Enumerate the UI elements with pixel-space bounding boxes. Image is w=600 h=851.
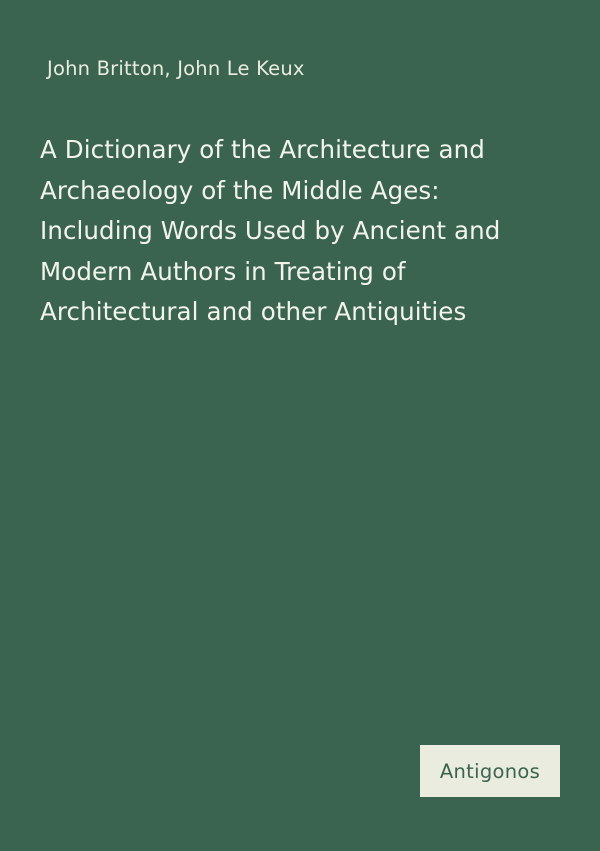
publisher-name: Antigonos: [439, 759, 541, 783]
book-title: A Dictionary of the Architecture and Archaeology of the Middle Ages: Including Words Used by Ancient and Modern Authors in Treating of Architectural and other Antiquities: [40, 135, 501, 326]
author-names: John Britton, John Le Keux: [47, 57, 305, 80]
publisher-badge: [420, 745, 560, 797]
